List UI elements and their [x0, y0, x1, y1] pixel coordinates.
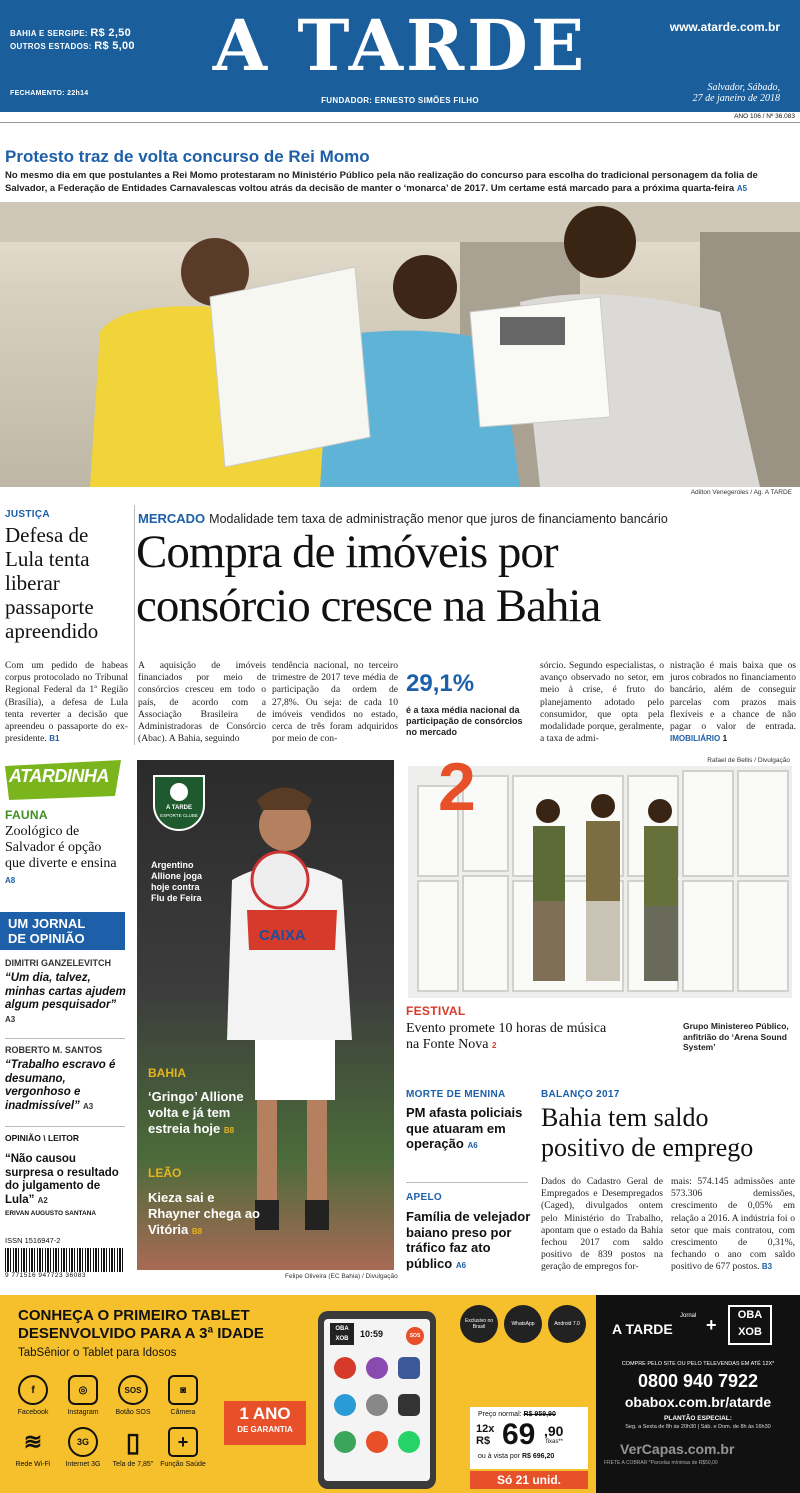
- reader-name: ERIVAN AUGUSTO SANTANA: [5, 1210, 97, 1217]
- app-icon: [366, 1357, 388, 1379]
- justica-headline[interactable]: [5, 523, 130, 643]
- feature-label: Câmera: [170, 1409, 196, 1416]
- feature-label: Instagram: [67, 1409, 99, 1416]
- app-icon: [398, 1431, 420, 1453]
- tablet-icon: [118, 1427, 148, 1457]
- justica-body: Com um pedido de habeas corpus protocolado no Tribunal Regional Federal da 1ª Região (Brasília), a defesa de Lula tenta reverter a decisão que apreendeu o passaporte do ex-presidente.: [5, 660, 128, 745]
- feature-glyph: ▯: [125, 1426, 141, 1457]
- tablet-logo: OBA XOB: [330, 1323, 354, 1345]
- mercado-col2: tendência nacional, no terceiro trimestre de 2017 teve média de participação da ordem de 27,8%. Ou seja: de cada 10 imóveis vendidos no estado, cerca de três foram adquiridos por meio de con-: [272, 660, 398, 745]
- opiniao-quote[interactable]: [5, 1153, 127, 1207]
- tablet-screen: [324, 1319, 430, 1481]
- obabox-site[interactable]: obabox.com.br/atarde: [624, 1394, 772, 1410]
- mercado-col1: A aquisição de imóveis financiados por meio de consórcios cresceu em todo o país, de acordo com a Associação Brasileira de Administradoras de Consórcio (Abac). A Bahia, seguindo: [138, 660, 266, 745]
- ad-title: [18, 1307, 264, 1343]
- issn: ISSN 1516947-2: [5, 1236, 61, 1245]
- feature-label: Tela de 7,85": [112, 1461, 154, 1468]
- ad-subtitle: TabSênior o Tablet para Idosos: [18, 1347, 177, 1359]
- leao-headline[interactable]: [148, 1190, 263, 1240]
- feature-glyph: ≋: [23, 1429, 43, 1454]
- justica-ref: B1: [49, 734, 60, 744]
- warranty-badge: [224, 1401, 306, 1445]
- opiniao-quote[interactable]: [5, 972, 127, 1026]
- mercado-col4-text: nistração é mais baixa que os juros cobrados no financiamento bancário, além de conseguir parcelas com prazos mais flexíveis e a chance de não pagar o valor de entrada.: [670, 660, 796, 733]
- sports-photo-credit: Felipe Oliveira (EC Bahia) / Divulgação: [285, 1273, 398, 1280]
- currency: R$: [476, 1435, 491, 1447]
- closing-time: FECHAMENTO: 22h14: [10, 90, 89, 97]
- contact-panel: [596, 1295, 800, 1493]
- price-other-label: OUTROS ESTADOS:: [10, 42, 92, 51]
- morte-headline[interactable]: [406, 1105, 526, 1154]
- badge-line2: ESPORTE CLUBE: [160, 813, 198, 818]
- opiniao-banner-line: DE OPINIÃO: [8, 931, 85, 946]
- opiniao-ref: A2: [37, 1195, 48, 1205]
- price-integer: 69: [502, 1418, 536, 1451]
- mercado-col3: sórcio. Segundo especialistas, o avanço observado no setor, em meio à crise, é fruto do planejamento adotado pelo consumidor, que opta pela modalidade porque, geralmente, a taxa de admi-: [540, 660, 664, 745]
- newspaper-logo: A TARDE: [212, 4, 588, 87]
- divider: [406, 1182, 528, 1183]
- whatsapp-icon: [504, 1305, 542, 1343]
- barcode: [5, 1248, 125, 1272]
- installments: 12x: [476, 1423, 495, 1435]
- mercado-col4: [670, 660, 796, 745]
- brand-plus: +: [706, 1315, 717, 1335]
- ad-features-row1: [18, 1375, 198, 1405]
- feature-glyph: f: [18, 1375, 48, 1405]
- lead-photo-art: [0, 202, 800, 487]
- app-icon: [334, 1357, 356, 1379]
- opiniao-banner: [0, 912, 125, 950]
- feature-label: Botão SOS: [115, 1409, 151, 1416]
- lead-photo: [0, 202, 800, 487]
- feature-glyph: 3G: [68, 1427, 98, 1457]
- balanco-kicker: BALANÇO 2017: [541, 1089, 620, 1100]
- festival-kicker: FESTIVAL: [406, 1004, 466, 1018]
- fauna-kicker: FAUNA: [5, 808, 48, 822]
- price-decimal: ,90: [544, 1423, 564, 1439]
- feature-glyph: ◙: [168, 1375, 198, 1405]
- app-icon: [334, 1394, 356, 1416]
- justica-headline-line: liberar: [5, 571, 60, 595]
- units-badge: Só 21 unid.: [470, 1471, 588, 1489]
- warranty-line2: DE GARANTIA: [237, 1425, 293, 1434]
- edition-location: Salvador, Sábado,: [707, 82, 780, 93]
- fauna-headline[interactable]: [5, 824, 125, 889]
- morte-kicker: MORTE DE MENINA: [406, 1089, 506, 1100]
- feature-glyph: +: [168, 1427, 198, 1457]
- price-box: [470, 1407, 588, 1469]
- plantao-label: PLANTÃO ESPECIAL:: [664, 1415, 732, 1422]
- opiniao-ref: A3: [5, 1014, 16, 1024]
- mercado-headline-line1: Compra de imóveis por: [136, 526, 558, 578]
- lead-ref: A5: [736, 183, 748, 193]
- price-bahia: R$ 2,50: [90, 27, 132, 39]
- justica-text: [5, 660, 128, 745]
- instagram-icon: [68, 1375, 98, 1405]
- price-bahia-label: BAHIA E SERGIPE:: [10, 29, 88, 38]
- atardinha-logo-text: ATARDINHA: [9, 766, 109, 786]
- opiniao-author: OPINIÃO \ LEITOR: [5, 1133, 79, 1143]
- ad-title-line1: CONHEÇA O PRIMEIRO TABLET: [18, 1307, 250, 1324]
- barcode-digits: 9 771516 947723 36083: [5, 1272, 86, 1279]
- opiniao-author: DIMITRI GANZELEVITCH: [5, 958, 111, 968]
- normal-price-label: Preço normal:: [478, 1411, 522, 1418]
- opiniao-quote-text: “Um dia, talvez, minhas cartas ajudem algum pesquisador”: [5, 972, 126, 1011]
- festival-headline[interactable]: [406, 1021, 621, 1054]
- brasil-badge: [460, 1305, 498, 1343]
- android-icon: [548, 1305, 586, 1343]
- badge-line1: A TARDE: [166, 805, 192, 811]
- justica-headline-line: passaporte: [5, 595, 94, 619]
- leao-headline-text: Kieza sai e Rhayner chega ao Vitória: [148, 1190, 260, 1237]
- brand-jornal: Jornal: [680, 1313, 697, 1319]
- ad-features-labels1: [8, 1409, 208, 1416]
- fauna-ref: A8: [5, 876, 16, 885]
- fauna-text: Zoológico de Salvador é opção que diverte e ensina: [5, 824, 117, 871]
- whatsapp-badge-text: WhatsApp: [511, 1321, 535, 1327]
- lead-summary: [5, 170, 785, 195]
- apelo-headline[interactable]: [406, 1209, 532, 1273]
- ad-title-line2: DESENVOLVIDO PARA A 3ª IDADE: [18, 1325, 264, 1342]
- opiniao-quote[interactable]: [5, 1059, 127, 1113]
- phone-number[interactable]: 0800 940 7922: [637, 1371, 759, 1391]
- opiniao-banner-line: UM JORNAL: [8, 916, 86, 931]
- mercado-kicker: MERCADO: [138, 511, 206, 526]
- app-icon: [366, 1394, 388, 1416]
- brand-obaxob: OBA XOB: [728, 1305, 772, 1345]
- balanco-col2: [671, 1176, 795, 1274]
- android-badge-text: Android 7.0: [554, 1321, 580, 1327]
- feature-label: Função Saúde: [160, 1461, 206, 1468]
- price-note: fixas**: [546, 1439, 564, 1445]
- balanco-headline-line2: positivo de emprego: [541, 1133, 754, 1162]
- tablet-device: [318, 1311, 436, 1489]
- opiniao-author: ROBERTO M. SANTOS: [5, 1045, 103, 1055]
- ball-icon: [170, 783, 188, 801]
- ad-features-labels2: [8, 1461, 208, 1468]
- website-link[interactable]: www.atarde.com.br: [669, 20, 780, 34]
- edition-date: 27 de janeiro de 2018: [692, 93, 780, 104]
- balanco-col1: Dados do Cadastro Geral de Empregados e Desempregados (Caged), divulgados ontem pelo Ministério do Trabalho, apontam que o estado da Bahia fechou 2017 com saldo positivo de 839 postos na geração de empregos for-: [541, 1176, 663, 1273]
- morte-text: PM afasta policiais que atuaram em operação: [406, 1105, 523, 1151]
- justica-headline-line: Defesa de: [5, 523, 89, 547]
- justica-headline-line: apreendido: [5, 619, 99, 643]
- bahia-ref: B8: [223, 1126, 235, 1135]
- shirt-sponsor: CAIXA: [259, 927, 306, 944]
- feature-label: Rede Wi-Fi: [15, 1461, 51, 1468]
- feature-glyph: SOS: [118, 1375, 148, 1405]
- founder-line: FUNDADOR: ERNESTO SIMÕES FILHO: [321, 96, 479, 105]
- festival-text: Evento promete 10 horas de música na Fonte Nova: [406, 1021, 607, 1052]
- festival-photo-credit: Rafael de Bellis / Divulgação: [707, 757, 790, 764]
- leao-kicker: LEÃO: [148, 1166, 182, 1180]
- app-icon: [398, 1357, 420, 1379]
- apelo-kicker: APELO: [406, 1192, 442, 1203]
- justica-headline-line: Lula tenta: [5, 547, 90, 571]
- normal-price: [478, 1411, 556, 1418]
- divider: [5, 1126, 125, 1127]
- brand-atarde: A TARDE: [612, 1321, 673, 1337]
- edition-number: ANO 106 / Nº 36.083: [734, 113, 795, 120]
- mercado-stat-value: 29,1%: [406, 670, 475, 697]
- mercado-ref-label: IMOBILIÁRIO: [670, 734, 721, 744]
- fine-print: FRETE A COBRAR *Parcelas mínimas de R$50,00: [604, 1460, 718, 1466]
- atardinha-logo[interactable]: [3, 758, 123, 802]
- opiniao-ref: A3: [83, 1101, 94, 1111]
- app-icon: [398, 1394, 420, 1416]
- lead-text: No mesmo dia em que postulantes a Rei Momo protestaram no Ministério Público pela não realização do concurso para escolha do tradicional personagem da folia de Salvador, a Federação de Entidades Carnavalescas voltou atrás da decisão de manter o ‘monarca’ de 2017. Um certame está marcado para a próxima quarta-feira: [5, 170, 758, 194]
- feature-label: Internet 3G: [65, 1461, 101, 1468]
- justica-kicker: JUSTIÇA: [5, 509, 50, 520]
- buy-text: COMPRE PELO SITE OU PELO TELEVENDAS EM ATÉ 12X*: [621, 1361, 775, 1367]
- cash-price: [478, 1453, 554, 1460]
- plantao-hours: Seg. a Sexta de 8h às 20h30 | Sáb. e Dom. de 8h às 16h30: [625, 1424, 771, 1430]
- ad-badges: [460, 1305, 586, 1343]
- mercado-stat-text: é a taxa média nacional da participação de consórcios no mercado: [406, 705, 523, 737]
- balanco-ref: B3: [761, 1262, 773, 1272]
- festival-photo-caption: Grupo Ministereo Público, anfitrião do ‘Arena Sound System’: [683, 1021, 789, 1052]
- sos-icon: [118, 1375, 148, 1405]
- masthead: [0, 0, 800, 112]
- mercado-subtitle: Modalidade tem taxa de administração menor que juros de financiamento bancário: [209, 512, 668, 526]
- tablet-ad[interactable]: [0, 1295, 800, 1493]
- cash-value: R$ 696,20: [521, 1453, 555, 1460]
- mercado-headline-line2: consórcio cresce na Bahia: [136, 580, 601, 632]
- sports-photo-caption: Argentino Allione joga hoje contra Flu de Feira: [151, 860, 203, 903]
- leao-ref: B8: [191, 1227, 203, 1236]
- mercado-ref: 1: [722, 734, 728, 744]
- bahia-kicker: BAHIA: [148, 1066, 186, 1080]
- apelo-ref: A6: [455, 1260, 467, 1270]
- feature-label: Facebook: [17, 1409, 49, 1416]
- apelo-text: Família de velejador baiano preso por tráfico faz ato público: [406, 1209, 531, 1271]
- opiniao-quote-text: “Não causou surpresa o resultado do julgamento de Lula”: [5, 1153, 119, 1206]
- festival-number: 2: [438, 749, 476, 825]
- camera-icon: [168, 1375, 198, 1405]
- balanco-col2-text: mais: 574.145 admissões ante 573.306 demissões, crescimento de 0,05% em relação a 2016. A indústria foi o setor que mais contratou, com crescimento de 0,31%, fechando o ano com saldo positivo de 677 postos.: [671, 1176, 795, 1273]
- bahia-headline-text: ‘Gringo’ Allione volta e já tem estreia hoje: [148, 1089, 244, 1136]
- ad-features-row2: [18, 1427, 198, 1457]
- cash-label: ou à vista por: [478, 1453, 521, 1460]
- app-icon: [334, 1431, 356, 1453]
- app-icon: [366, 1431, 388, 1453]
- morte-ref: A6: [467, 1141, 478, 1150]
- lead-photo-credit: Adilton Venegeroles / Ag. A TARDE: [690, 489, 792, 496]
- tablet-sos: SOS: [406, 1327, 424, 1345]
- festival-ref: 2: [491, 1041, 497, 1050]
- 3g-icon: [68, 1427, 98, 1457]
- watermark: VerCapas.com.br: [620, 1441, 735, 1457]
- brasil-badge-text: Exclusivo no Brasil: [464, 1318, 494, 1330]
- esporte-clube-badge: [153, 775, 205, 831]
- lead-headline[interactable]: Protesto traz de volta concurso de Rei Momo: [5, 147, 370, 166]
- mercado-headline[interactable]: [136, 525, 600, 633]
- divider: [5, 1038, 125, 1039]
- facebook-icon: [18, 1375, 48, 1405]
- opiniao-banner-text: [8, 916, 85, 946]
- tablet-time: 10:59: [360, 1329, 384, 1339]
- divider: [0, 122, 800, 123]
- price-other: R$ 5,00: [94, 40, 135, 52]
- wifi-icon: [18, 1427, 48, 1457]
- normal-price-value: R$ 959,90: [523, 1411, 556, 1418]
- balanco-headline-line1: Bahia tem saldo: [541, 1103, 709, 1132]
- feature-glyph: ◎: [68, 1375, 98, 1405]
- divider: [134, 505, 135, 745]
- warranty-line1: 1 ANO: [239, 1404, 291, 1423]
- balanco-headline[interactable]: [541, 1103, 753, 1163]
- bahia-headline[interactable]: [148, 1089, 258, 1139]
- opiniao-quote-text: “Trabalho escravo é desumano, vergonhoso e inadmissível”: [5, 1059, 116, 1112]
- plus-icon: [168, 1427, 198, 1457]
